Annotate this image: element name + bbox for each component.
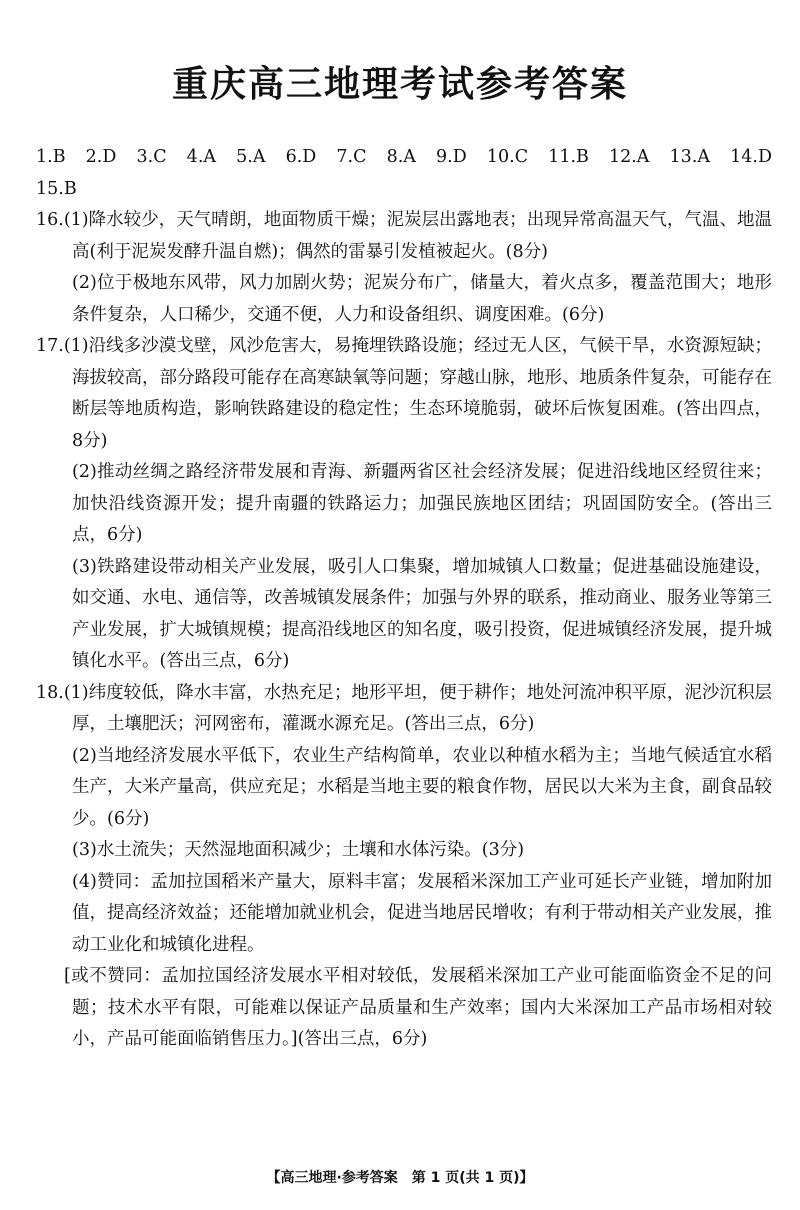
answer-paragraph: 17.(1)沿线多沙漠戈壁，风沙危害大，易掩埋铁路设施；经过无人区，气候干旱，水资源短缺；海拔较高，部分路段可能存在高寒缺氧等问题；穿越山脉，地形、地质条件复杂，可能存在断层等地质构造，影响铁路建设的稳定性；生态环境脆弱，破坏后恢复困难。(答出四点，8分): [36, 336, 772, 451]
answer-content: [36, 142, 790, 1056]
answer-paragraph: 16.(1)降水较少，天气晴朗，地面物质干燥；泥炭层出露地表；出现异常高温天气，气温、地温高(利于泥炭发酵升温自燃)；偶然的雷暴引发植被起火。(8分): [36, 210, 772, 262]
answer-paragraph: [或不赞同：孟加拉国经济发展水平相对较低，发展稻米深加工产业可能面临资金不足的问题；技术水平有限，可能难以保证产品质量和生产效率；国内大米深加工产品市场相对较小，产品可能面临销售压力。](答出三点，6分): [64, 966, 772, 1049]
answer-paragraph: (3)水土流失；天然湿地面积减少；土壤和水体污染。(3分): [72, 840, 525, 860]
multiple-choice-answers: 1.B 2.D 3.C 4.A 5.A 6.D 7.C 8.A 9.D 10.C 11.B 12.A 13.A 14.D 15.B: [36, 147, 790, 199]
answer-paragraph: 18.(1)纬度较低，降水丰富，水热充足；地形平坦，便于耕作；地处河流冲积平原，泥沙沉积层厚，土壤肥沃；河网密布，灌溉水源充足。(答出三点，6分): [36, 682, 772, 734]
answer-paragraph: (3)铁路建设带动相关产业发展，吸引人口集聚，增加城镇人口数量；促进基础设施建设，如交通、水电、通信等，改善城镇发展条件；加强与外界的联系，推动商业、服务业等第三产业发展，扩大城镇规模；提高沿线地区的知名度，吸引投资，促进城镇经济发展，提升城镇化水平。(答出三点，6分): [72, 556, 772, 671]
answer-paragraph: (2)当地经济发展水平低下，农业生产结构简单，农业以种植水稻为主；当地气候适宜水稻生产，大米产量高，供应充足；水稻是当地主要的粮食作物，居民以大米为主食，副食品较少。(6分): [72, 745, 772, 829]
answer-paragraph: (2)推动丝绸之路经济带发展和青海、新疆两省区社会经济发展；促进沿线地区经贸往来；加快沿线资源开发；提升南疆的铁路运力；加强民族地区团结；巩固国防安全。(答出三点，6分): [72, 462, 772, 545]
question-16: [36, 205, 772, 331]
question-18: [36, 678, 772, 1056]
answer-paragraph: (4)赞同：孟加拉国稻米产量大，原料丰富；发展稻米深加工产业可延长产业链，增加附加值，提高经济效益；还能增加就业机会，促进当地居民增收；有利于带动相关产业发展，推动工业化和城镇化进程。: [72, 871, 772, 955]
question-17: [36, 331, 772, 678]
page-title: 重庆高三地理考试参考答案: [171, 64, 628, 105]
page-footer: 【高三地理·参考答案 第 1 页(共 1 页)】: [266, 1170, 534, 1186]
answer-paragraph: (2)位于极地东风带，风力加剧火势；泥炭分布广，储量大，着火点多，覆盖范围大；地形条件复杂，人口稀少，交通不便，人力和设备组织、调度困难。(6分): [72, 273, 772, 325]
